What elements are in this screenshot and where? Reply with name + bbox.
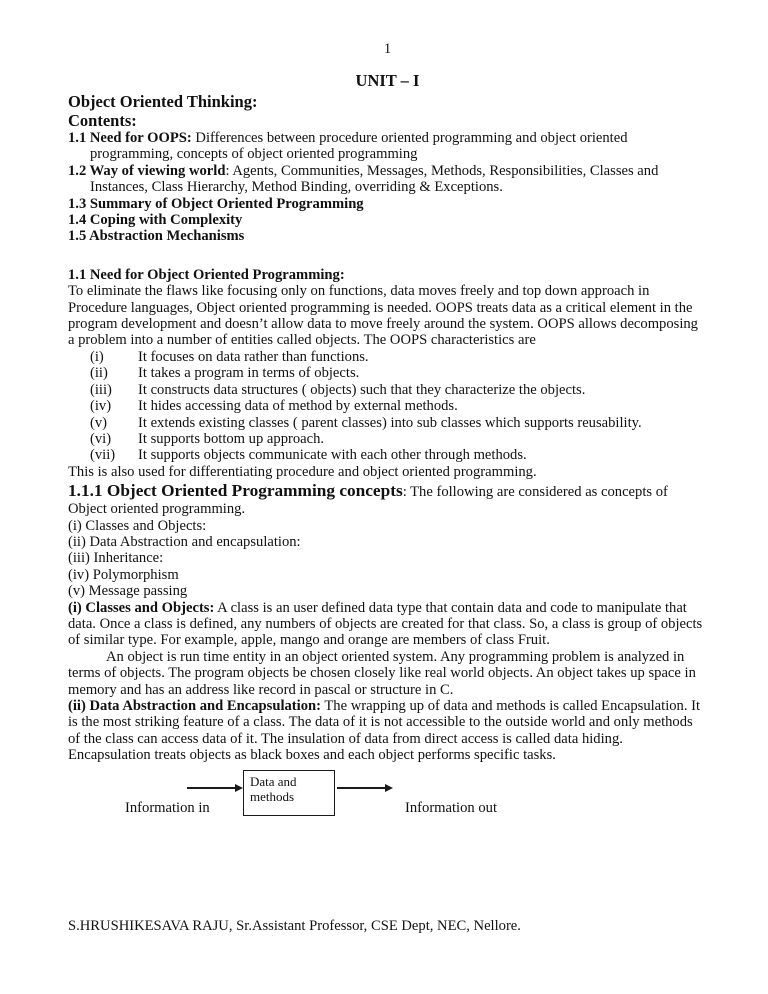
arrow-shaft xyxy=(187,787,235,789)
arrow-right-out-icon xyxy=(337,784,393,793)
unit-title: UNIT – I xyxy=(355,71,420,90)
concept-list-item: (iii) Inheritance: xyxy=(68,550,164,567)
oops-characteristics-list xyxy=(68,349,707,464)
list-item-text: It focuses on data rather than functions. xyxy=(138,348,369,365)
list-item xyxy=(68,398,707,414)
toc-item-1-2 xyxy=(68,163,707,196)
toc-item-1-1 xyxy=(68,130,707,163)
paragraph-text: A class is an user defined data type that contain data and code to manipulate that data. Once a class is defined, any numbers of objects are created for that class. So, a class is group of objects of similar type. For example, apple, mango and orange are members of class Fruit. xyxy=(68,599,703,649)
toc-item-text: : Agents, Communities, Messages, Methods, Responsibilities, Classes and Instances, Class Hierarchy, Method Binding, overriding & Exceptions. xyxy=(90,162,659,196)
list-item-text: It hides accessing data of method by external methods. xyxy=(138,398,458,415)
list-item-marker: (v) xyxy=(90,414,108,431)
list-item-marker: (vii) xyxy=(90,447,116,464)
list-item xyxy=(68,382,707,398)
toc-item-1-3 xyxy=(68,196,707,212)
list-item-text: It supports bottom up approach. xyxy=(138,430,325,447)
paragraph-lead: (ii) Data Abstraction and Encapsulation: xyxy=(68,698,321,714)
toc-item-1-5 xyxy=(68,228,707,244)
list-item xyxy=(68,365,707,381)
toc-item-lead: 1.1 Need for OOPS: xyxy=(68,130,192,146)
toc-item-lead: 1.4 Coping with Complexity xyxy=(68,212,243,229)
toc-item-text: Differences between procedure oriented programming and object oriented programming, concepts of object oriented programming xyxy=(90,130,628,163)
information-in-label: Information in xyxy=(125,799,210,816)
page-number: 1 xyxy=(383,41,392,57)
classes-and-objects-paragraph xyxy=(68,600,707,649)
list-item-text: It takes a program in terms of objects. xyxy=(138,365,360,382)
list-item-marker: (iii) xyxy=(90,381,112,398)
list-item-marker: (iv) xyxy=(90,398,112,415)
page-footer-author: S.HRUSHIKESAVA RAJU, Sr.Assistant Professor, CSE Dept, NEC, Nellore. xyxy=(68,918,521,934)
toc-item-lead: 1.3 Summary of Object Oriented Programming xyxy=(68,195,364,212)
list-item-text: It constructs data structures ( objects) such that they characterize the objects. xyxy=(138,381,586,398)
concept-list-item: (ii) Data Abstraction and encapsulation: xyxy=(68,533,301,550)
paragraph-lead: (i) Classes and Objects: xyxy=(68,599,215,616)
need-for-oop-intro-paragraph: To eliminate the flaws like focusing only on functions, data moves freely and top down approach in Procedure languages, Object oriented programming is needed. OOPS treats data as a critical element in the program development and doesn’t allow data to move freely around the system. OOPS allows decomposing a problem into a number of entities called objects. The OOPS characteristics are xyxy=(68,283,698,349)
list-item-marker: (vi) xyxy=(90,430,112,447)
arrow-right-in-icon xyxy=(187,784,243,793)
section-heading-need-for-oop: 1.1 Need for Object Oriented Programming: xyxy=(68,266,345,283)
information-out-label: Information out xyxy=(405,799,498,816)
concept-list-item: (v) Message passing xyxy=(68,583,188,600)
toc-item-1-4 xyxy=(68,212,707,228)
paragraph-text: The wrapping up of data and methods is called Encapsulation. It is the most striking feature of a class. The data of it is not accessible to the outside world and only methods of the class can access data of it. The insulation of data from direct access is called data hiding. Encapsulation treats objects as black boxes and each object performs specific tasks. xyxy=(68,698,701,764)
toc-item-lead: 1.2 Way of viewing world xyxy=(68,162,226,179)
encapsulation-paragraph xyxy=(68,698,707,764)
concept-list-item: (iv) Polymorphism xyxy=(68,566,179,583)
list-item-text: It supports objects communicate with each other through methods. xyxy=(138,447,527,464)
document-title: Object Oriented Thinking: xyxy=(68,92,258,111)
list-item xyxy=(68,431,707,447)
section-heading-oop-concepts xyxy=(68,480,707,517)
need-for-oop-closing-paragraph: This is also used for differentiating procedure and object oriented programming. xyxy=(68,463,537,480)
list-item xyxy=(68,415,707,431)
arrow-head xyxy=(235,784,243,792)
section-heading-text: : The following are considered as concepts of Object oriented programming. xyxy=(68,484,668,518)
data-and-methods-box: Data and methods xyxy=(243,770,335,816)
section-heading-lead: 1.1.1 Object Oriented Programming concepts xyxy=(68,481,403,501)
contents-heading: Contents: xyxy=(68,111,137,130)
list-item-text: It extends existing classes ( parent classes) into sub classes which supports reusability. xyxy=(138,414,642,431)
toc-item-lead: 1.5 Abstraction Mechanisms xyxy=(68,228,245,245)
concept-list-item: (i) Classes and Objects: xyxy=(68,517,207,534)
arrow-shaft xyxy=(337,787,385,789)
encapsulation-diagram xyxy=(68,770,707,832)
list-item-marker: (i) xyxy=(90,348,104,365)
arrow-head xyxy=(385,784,393,792)
object-definition-paragraph: An object is run time entity in an object oriented system. Any programming problem is analyzed in terms of objects. The program objects be chosen closely like real world objects. An object takes up space in memory and has an address like record in pascal or structure in C. xyxy=(68,648,696,698)
list-item xyxy=(68,447,707,463)
list-item-marker: (ii) xyxy=(90,365,108,382)
list-item xyxy=(68,349,707,365)
